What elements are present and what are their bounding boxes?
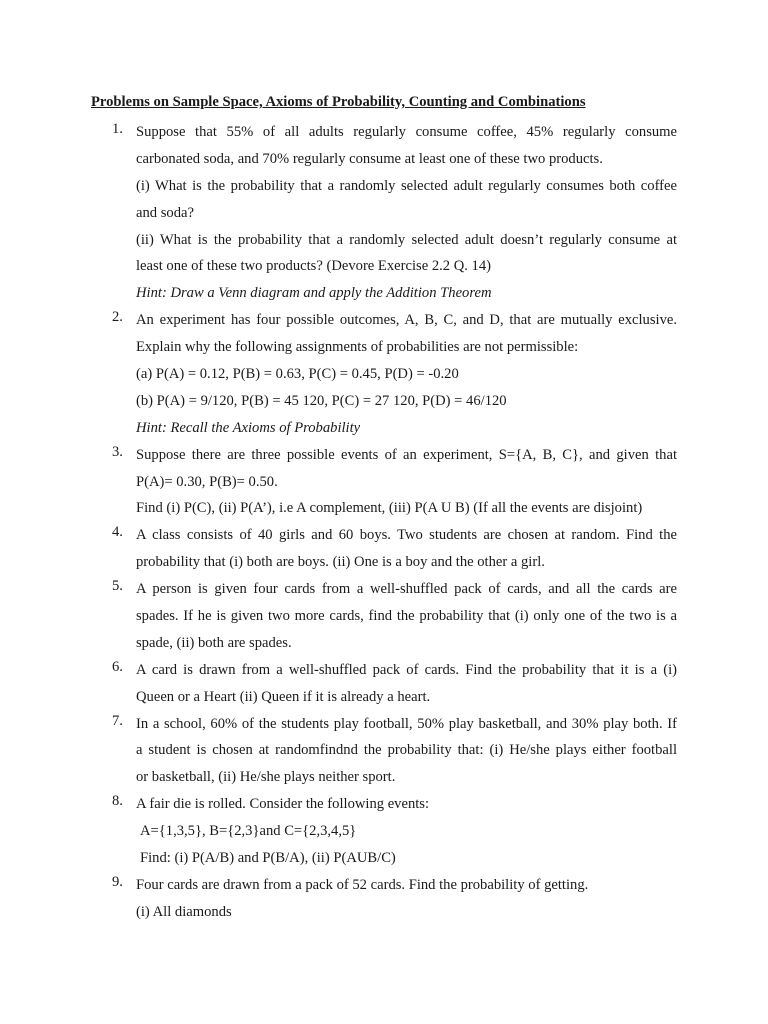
problem-text-line: (i) What is the probability that a randomly selected adult regularly consumes both coffee: [136, 177, 677, 194]
problem-item: [0, 659, 768, 713]
hint-line: Hint: Recall the Axioms of Probability: [136, 419, 361, 436]
problem-text-line: Suppose that 55% of all adults regularly consume coffee, 45% regularly consume: [136, 124, 677, 140]
problem-number: 5.: [112, 578, 123, 595]
problem-text-line: In a school, 60% of the students play football, 50% play basketball, and 30% play both. If: [136, 715, 677, 732]
problem-text-line: A card is drawn from a well-shuffled pack of cards. Find the probability that it is a (i): [136, 661, 677, 678]
problem-text-line: Find (i) P(C), (ii) P(A’), i.e A complement, (iii) P(A U B) (If all the events are disjoint): [136, 500, 643, 517]
problem-item: [0, 309, 768, 443]
problem-text-line: spade, (ii) both are spades.: [136, 634, 292, 651]
problem-number: 3.: [112, 443, 123, 460]
problem-text-line: (b) P(A) = 9/120, P(B) = 45 120, P(C) = 27 120, P(D) = 46/120: [136, 392, 507, 409]
problem-text-line: (i) All diamonds: [136, 903, 232, 920]
problem-item: [0, 121, 768, 309]
problem-text-line: Four cards are drawn from a pack of 52 cards. Find the probability of getting.: [136, 876, 589, 893]
problem-text-line: An experiment has four possible outcomes, A, B, C, and D, that are mutually exclusive.: [136, 312, 677, 329]
problem-item: [0, 874, 768, 928]
problem-number: 4.: [112, 524, 123, 541]
problem-number: 1.: [112, 121, 123, 137]
problem-number: 8.: [112, 793, 123, 810]
problem-item: [0, 578, 768, 659]
problem-text-line: Explain why the following assignments of probabilities are not permissible:: [136, 339, 579, 356]
problem-text-line: a student is chosen at randomfindnd the probability that: (i) He/she plays either football: [136, 742, 677, 759]
problem-text-line: (ii) What is the probability that a randomly selected adult doesn’t regularly consume at: [136, 231, 677, 248]
problem-item: [0, 524, 768, 578]
problem-item: [0, 713, 768, 794]
problem-list: [0, 121, 768, 928]
problem-number: 2.: [112, 309, 123, 326]
problem-text-line: (a) P(A) = 0.12, P(B) = 0.63, P(C) = 0.45, P(D) = -0.20: [136, 366, 459, 383]
problem-text-line: A person is given four cards from a well-shuffled pack of cards, and all the cards are: [136, 581, 677, 598]
page-title: Problems on Sample Space, Axioms of Probability, Counting and Combinations: [91, 94, 586, 110]
problem-text-line: Suppose there are three possible events of an experiment, S={A, B, C}, and given that: [136, 446, 677, 463]
problem-text-line: spades. If he is given two more cards, find the probability that (i) only one of the two is a: [136, 608, 677, 625]
problem-text-line: carbonated soda, and 70% regularly consume at least one of these two products.: [136, 150, 603, 167]
problem-text-line: A class consists of 40 girls and 60 boys. Two students are chosen at random. Find the: [136, 527, 677, 544]
problem-text-line: Find: (i) P(A/B) and P(B/A), (ii) P(AUB/C): [140, 850, 396, 867]
problem-text-line: probability that (i) both are boys. (ii) One is a boy and the other a girl.: [136, 554, 545, 571]
problem-number: 6.: [112, 658, 123, 675]
problem-text-line: P(A)= 0.30, P(B)= 0.50.: [136, 473, 278, 490]
problem-number: 7.: [112, 712, 123, 729]
problem-text-line: A fair die is rolled. Consider the following events:: [136, 796, 430, 813]
problem-text-line: or basketball, (ii) He/she plays neither sport.: [136, 769, 396, 786]
problem-item: [0, 793, 768, 874]
problem-text-line: least one of these two products? (Devore Exercise 2.2 Q. 14): [136, 258, 491, 275]
problem-number: 9.: [112, 873, 123, 890]
hint-line: Hint: Draw a Venn diagram and apply the Addition Theorem: [136, 285, 492, 302]
problem-text-line: Queen or a Heart (ii) Queen if it is already a heart.: [136, 688, 431, 705]
problem-item: [0, 444, 768, 525]
problem-text-line: and soda?: [136, 204, 194, 221]
problem-text-line: A={1,3,5}, B={2,3}and C={2,3,4,5}: [140, 823, 357, 840]
